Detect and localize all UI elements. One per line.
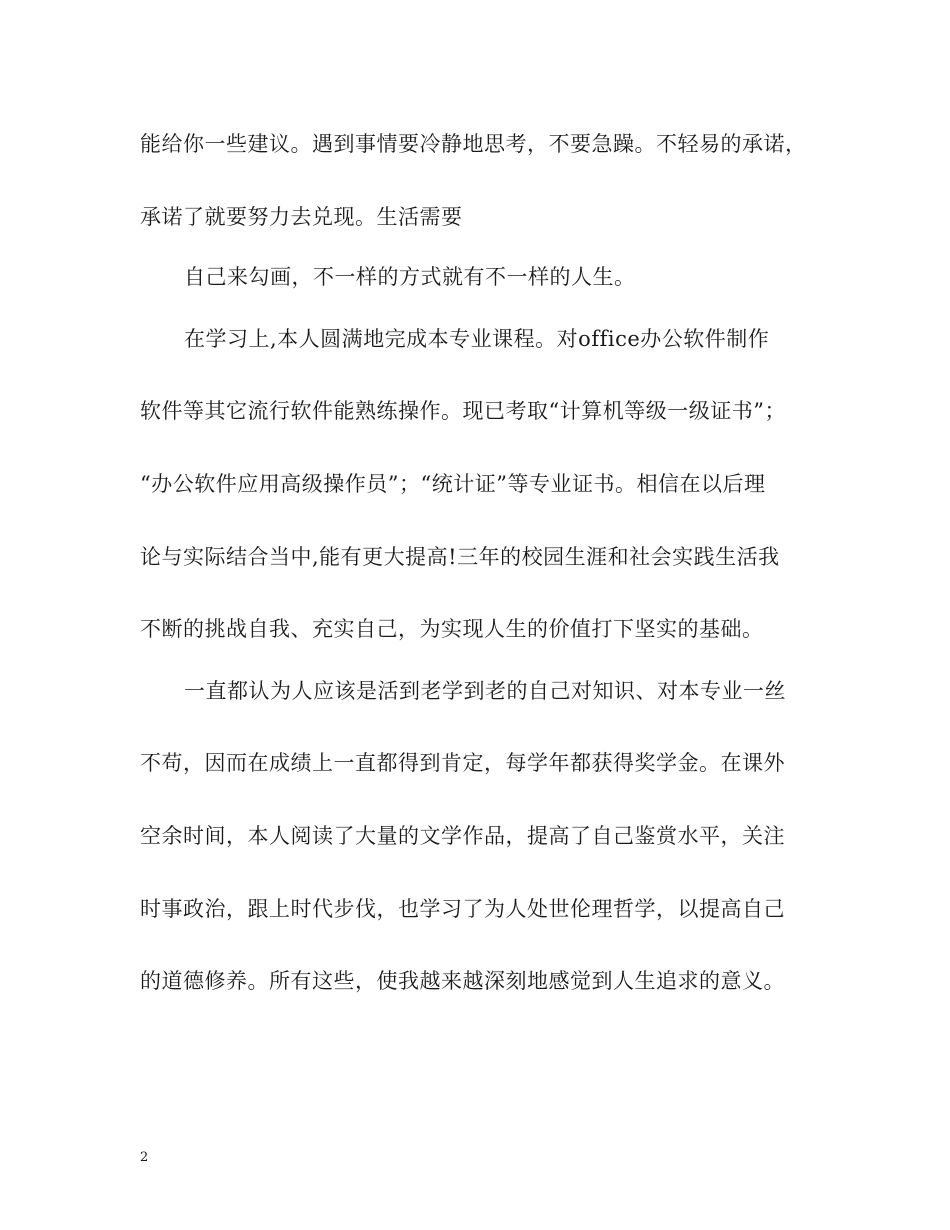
- text-line: 时事政治，跟上时代步伐，也学习了为人处世伦理哲学，以提高自己: [140, 897, 785, 921]
- text-line: 承诺了就要努力去兑现。生活需要: [140, 205, 463, 229]
- page-number: 2: [140, 1150, 149, 1165]
- text-line: 不断的挑战自我、充实自己，为实现人生的价值打下坚实的基础。: [140, 617, 764, 641]
- text-line: 软件等其它流行软件能熟练操作。现已考取“计算机等级一级证书”；: [140, 399, 786, 423]
- text-line: 能给你一些建议。遇到事情要冷静地思考，不要急躁。不轻易的承诺，: [140, 132, 807, 156]
- text-line: 空余时间，本人阅读了大量的文学作品，提高了自己鉴赏水平，关注: [140, 824, 785, 848]
- text-line: 论与实际结合当中,能有更大提高!三年的校园生涯和社会实践生活我: [140, 545, 780, 569]
- text-line: 不苟，因而在成绩上一直都得到肯定，每学年都获得奖学金。在课外: [140, 751, 785, 775]
- text-line: 的道德修养。所有这些，使我越来越深刻地感觉到人生追求的意义。: [140, 969, 785, 993]
- text-line: “办公软件应用高级操作员”；“统计证”等专业证书。相信在以后理: [140, 472, 766, 496]
- text-line: 一直都认为人应该是活到老学到老的自己对知识、对本专业一丝: [184, 679, 786, 703]
- text-line: 在学习上,本人圆满地完成本专业课程。对office办公软件制作: [184, 327, 770, 351]
- text-line: 自己来勾画，不一样的方式就有不一样的人生。: [184, 265, 636, 289]
